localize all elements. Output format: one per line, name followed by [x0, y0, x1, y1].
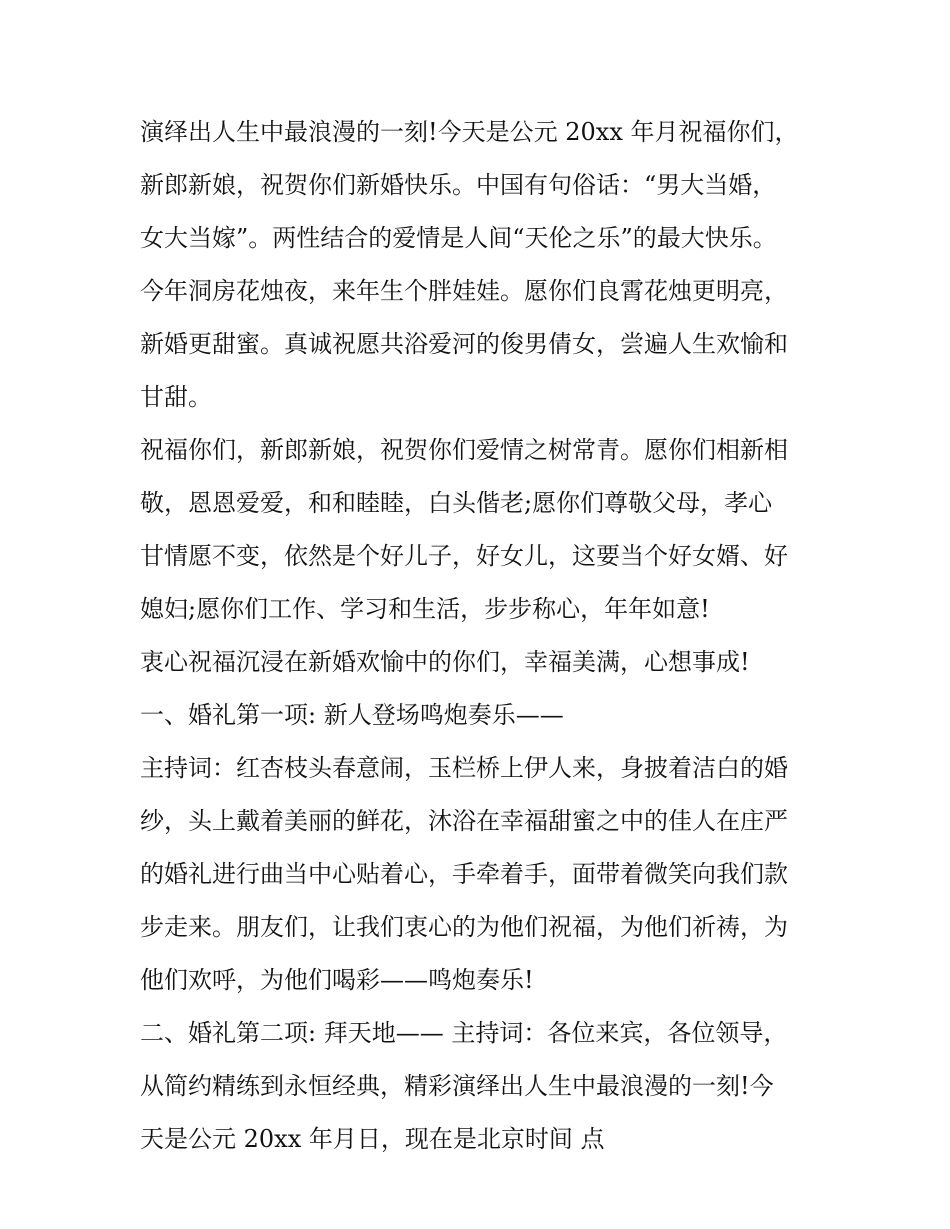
text-line: 女大当嫁”。两性结合的爱情是人间“天伦之乐”的最大快乐。: [140, 224, 777, 252]
paragraph-wedding-blessing: [140, 106, 820, 424]
paragraph-sincere-wishes: [140, 636, 820, 689]
paragraph-item-two: [140, 1007, 820, 1166]
text-line: 敬，恩恩爱爱，和和睦睦，白头偕老;愿你们尊敬父母，孝心: [140, 489, 773, 517]
paragraph-host-speech-one: [140, 742, 820, 1007]
text-line: 主持词：红杏枝头春意闹，玉栏桥上伊人来，身披着洁白的婚: [140, 754, 788, 782]
text-line: 甘甜。: [140, 383, 212, 411]
section-heading-item-one: [140, 689, 820, 742]
text-line: 的婚礼进行曲当中心贴着心，手牵着手，面带着微笑向我们款: [140, 860, 788, 888]
text-line: 他们欢呼，为他们喝彩——鸣炮奏乐!: [140, 966, 534, 994]
text-line: 二、婚礼第二项: 拜天地—— 主持词：各位来宾，各位领导，: [140, 1019, 788, 1047]
text-line: 一、婚礼第一项: 新人登场鸣炮奏乐——: [140, 701, 564, 729]
text-line: 甘情愿不变，依然是个好儿子，好女儿，这要当个好女婿、好: [140, 542, 788, 570]
text-line: 新婚更甜蜜。真诚祝愿共浴爱河的俊男倩女，尝遍人生欢愉和: [140, 330, 788, 358]
document-body: [140, 106, 820, 1166]
text-line: 从简约精练到永恒经典，精彩演绎出人生中最浪漫的一刻!今: [140, 1072, 774, 1100]
text-line: 新郎新娘，祝贺你们新婚快乐。中国有句俗话：“男大当婚，: [140, 171, 777, 199]
text-line: 媳妇;愿你们工作、学习和生活，步步称心，年年如意!: [140, 595, 710, 623]
text-line: 演绎出人生中最浪漫的一刻!今天是公元 20xx 年月祝福你们，: [140, 118, 799, 146]
text-line: 纱，头上戴着美丽的鲜花，沐浴在幸福甜蜜之中的佳人在庄严: [140, 807, 788, 835]
text-line: 衷心祝福沉浸在新婚欢愉中的你们，幸福美满，心想事成!: [140, 648, 750, 676]
text-line: 祝福你们，新郎新娘，祝贺你们爱情之树常青。愿你们相新相: [140, 436, 788, 464]
text-line: 天是公元 20xx 年月日，现在是北京时间 点: [140, 1125, 605, 1153]
text-line: 步走来。朋友们，让我们衷心的为他们祝福，为他们祈祷，为: [140, 913, 788, 941]
paragraph-love-tree: [140, 424, 820, 636]
text-line: 今年洞房花烛夜，来年生个胖娃娃。愿你们良霄花烛更明亮，: [140, 277, 788, 305]
